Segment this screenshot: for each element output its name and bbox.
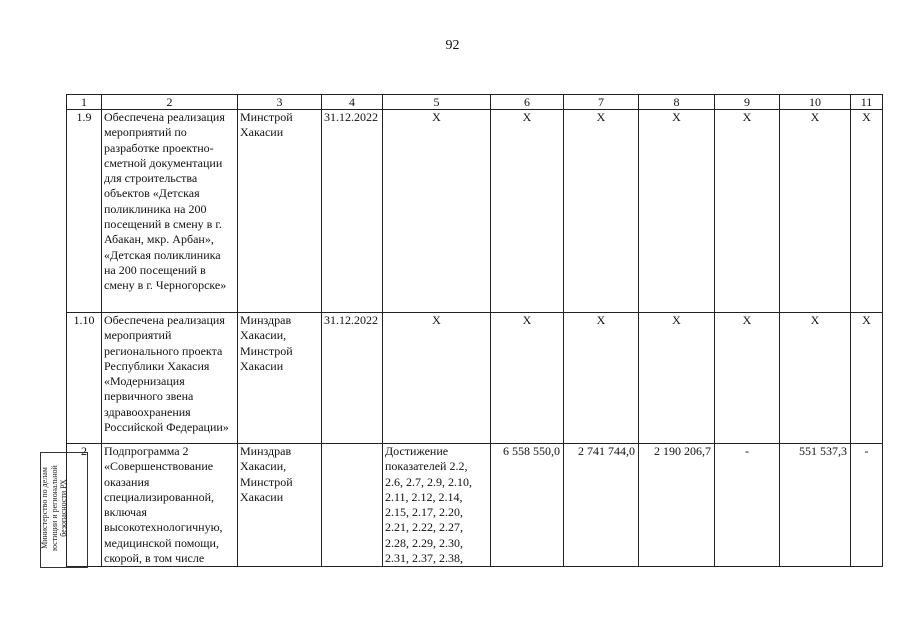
row-cell: Х bbox=[780, 110, 851, 313]
stamp-line: юстиции и региональной bbox=[49, 465, 59, 551]
column-number: 3 bbox=[238, 95, 322, 110]
column-number: 6 bbox=[491, 95, 564, 110]
row-amount: 2 190 206,7 bbox=[639, 444, 715, 567]
row-cell: Х bbox=[383, 313, 491, 444]
row-amount: - bbox=[851, 444, 883, 567]
row-cell: Х bbox=[564, 313, 639, 444]
row-cell: Х bbox=[780, 313, 851, 444]
stamp-line: Министерство по делам bbox=[40, 467, 49, 549]
row-number: 2 bbox=[67, 444, 102, 567]
column-number: 9 bbox=[715, 95, 780, 110]
column-number: 2 bbox=[102, 95, 238, 110]
row-cell: Х bbox=[715, 110, 780, 313]
row-cell: Х bbox=[639, 313, 715, 444]
row-number: 1.9 bbox=[67, 110, 102, 313]
row-deadline: 31.12.2022 bbox=[322, 110, 383, 313]
row-cell: Х bbox=[851, 110, 883, 313]
column-number: 10 bbox=[780, 95, 851, 110]
ministry-stamp bbox=[40, 452, 88, 568]
row-cell: Х bbox=[383, 110, 491, 313]
stamp-line: безопасности РХ bbox=[59, 479, 68, 537]
row-amount: - bbox=[715, 444, 780, 567]
row-deadline: 31.12.2022 bbox=[322, 313, 383, 444]
row-cell: Х bbox=[564, 110, 639, 313]
row-amount: 2 741 744,0 bbox=[564, 444, 639, 567]
column-number: 4 bbox=[322, 95, 383, 110]
row-cell: Х bbox=[491, 313, 564, 444]
stamp-text bbox=[40, 451, 86, 565]
column-number-row bbox=[67, 95, 883, 110]
row-cell: Х bbox=[715, 313, 780, 444]
row-cell: Х bbox=[639, 110, 715, 313]
column-number: 5 bbox=[383, 95, 491, 110]
row-indicators: Достижение показателей 2.2, 2.6, 2.7, 2.9, 2.10, 2.11, 2.12, 2.14, 2.15, 2.17, 2.20, 2.21, 2.22, 2.27, 2.28, 2.29, 2.30, 2.31, 2.37, 2.38, bbox=[383, 444, 491, 567]
row-cell: Х bbox=[851, 313, 883, 444]
row-amount: 6 558 550,0 bbox=[491, 444, 564, 567]
column-number: 11 bbox=[851, 95, 883, 110]
column-number: 1 bbox=[67, 95, 102, 110]
column-number: 7 bbox=[564, 95, 639, 110]
row-description: Подпрограмма 2 «Совершенствование оказания специализированной, включая высокотехнологичную, медицинской помощи, скорой, в том числе bbox=[102, 444, 238, 567]
table-row bbox=[67, 110, 883, 313]
row-responsible: Минстрой Хакасии bbox=[238, 110, 322, 313]
column-number: 8 bbox=[639, 95, 715, 110]
row-amount: 551 537,3 bbox=[780, 444, 851, 567]
row-description: Обеспечена реализация мероприятий по разработке проектно-сметной документации для строительства объектов «Детская поликлиника на 200 посещений в смену в г. Абакан, мкр. Арбан», «Детская поликлиника на 200 посещений в смену в г. Черногорске» bbox=[102, 110, 238, 313]
table-row bbox=[67, 313, 883, 444]
program-table bbox=[66, 94, 883, 567]
row-responsible: Минздрав Хакасии, Минстрой Хакасии bbox=[238, 444, 322, 567]
row-deadline bbox=[322, 444, 383, 567]
table-row bbox=[67, 444, 883, 567]
row-cell: Х bbox=[491, 110, 564, 313]
row-description: Обеспечена реализация мероприятий регионального проекта Республики Хакасия «Модернизация первичного звена здравоохранения Российской Федерации» bbox=[102, 313, 238, 444]
row-number: 1.10 bbox=[67, 313, 102, 444]
page-number: 92 bbox=[445, 38, 460, 53]
row-responsible: Минздрав Хакасии, Минстрой Хакасии bbox=[238, 313, 322, 444]
